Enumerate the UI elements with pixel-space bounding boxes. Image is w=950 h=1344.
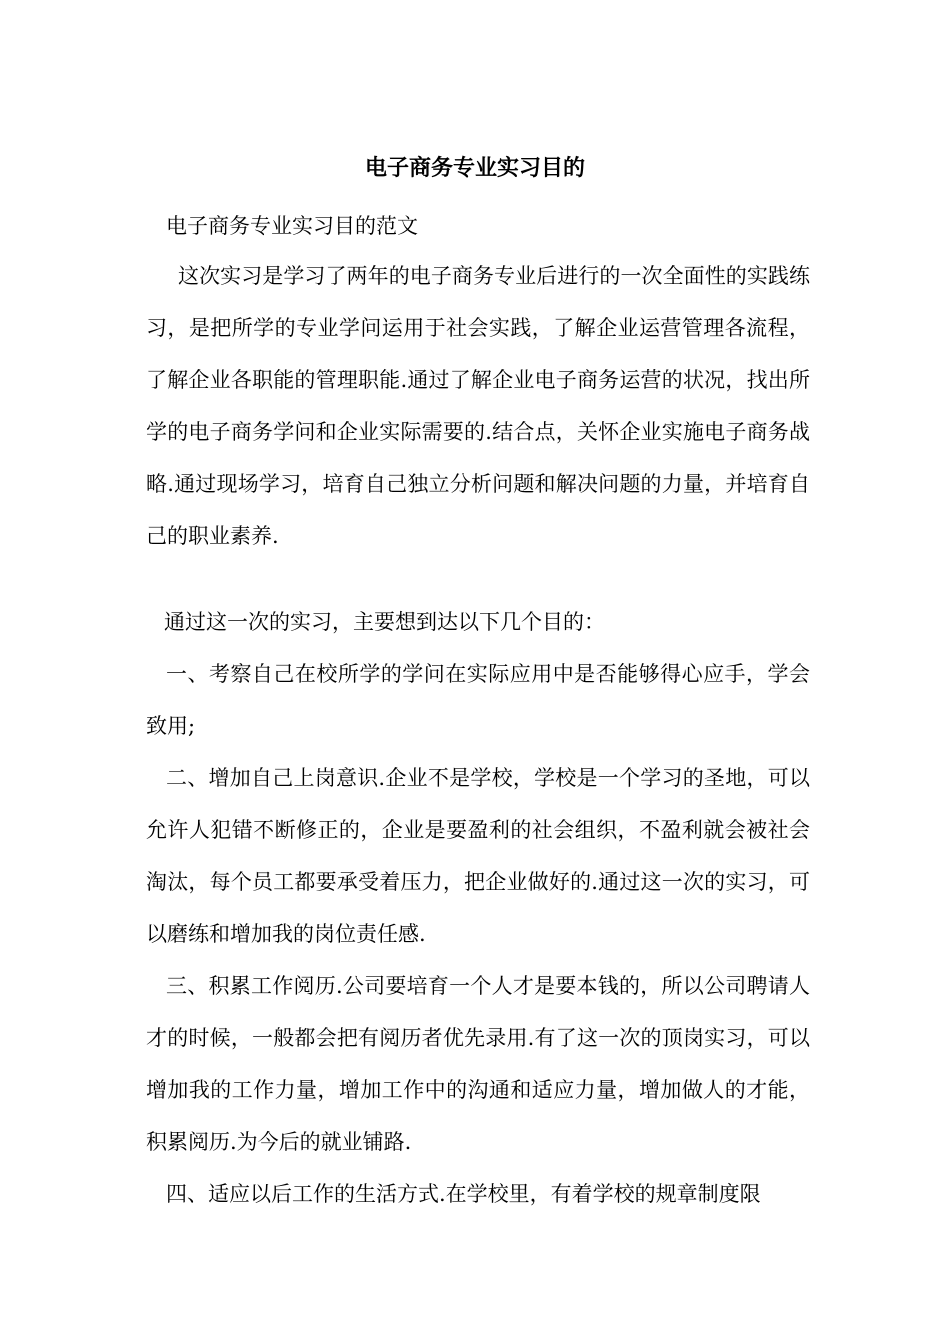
subtitle-paragraph: 电子商务专业实习目的范文 [166,214,418,238]
goal-paragraph-3: 三、积累工作阅历.公司要培育一个人才是要本钱的，所以公司聘请人才的时候，一般都会把有阅历者优先录用.有了这一次的顶岗实习，可以增加我的工作力量，增加工作中的沟通和适应力量，增加做人的才能，积累阅历.为今后的就业铺路. [146,974,810,1154]
document-subtitle-block [146,200,810,252]
intro-block [146,250,810,562]
goal-paragraph-2: 二、增加自己上岗意识.企业不是学校，学校是一个学习的圣地，可以允许人犯错不断修正的，企业是要盈利的社会组织，不盈利就会被社会淘汰，每个员工都要承受着压力，把企业做好的.通过这一次的实习，可以磨练和增加我的岗位责任感. [146,766,810,946]
goal-paragraph-4: 四、适应以后工作的生活方式.在学校里，有着学校的规章制度限 [166,1182,761,1206]
goals-intro-paragraph: 通过这一次的实习，主要想到达以下几个目的： [164,610,605,634]
intro-paragraph: 这次实习是学习了两年的电子商务专业后进行的一次全面性的实践练习，是把所学的专业学问运用于社会实践，了解企业运营管理各流程，了解企业各职能的管理职能.通过了解企业电子商务运营的状况，找出所学的电子商务学问和企业实际需要的.结合点，关怀企业实施电子商务战略.通过现场学习，培育自己独立分析问题和解决问题的力量，并培育自己的职业素养. [146,264,810,548]
goal-paragraph-1: 一、考察自己在校所学的学问在实际应用中是否能够得心应手，学会致用; [146,662,810,738]
goals-block [146,596,810,1220]
document-title: 电子商务专业实习目的 [364,156,585,181]
